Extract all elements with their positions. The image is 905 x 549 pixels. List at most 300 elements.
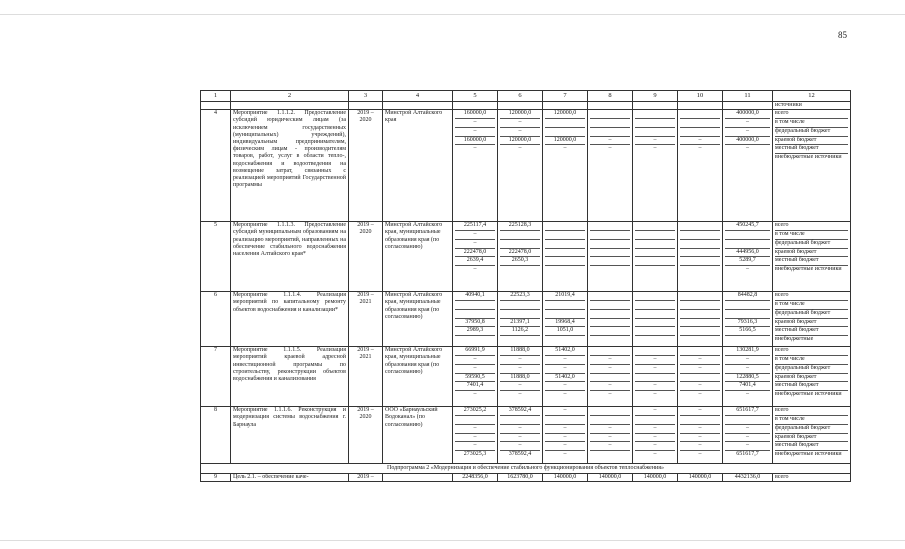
row-number: 5	[201, 222, 231, 292]
amount-value: 66991,9	[455, 347, 495, 356]
amount-value: 222478,0	[500, 249, 540, 258]
amount-value	[725, 240, 770, 249]
amount-cell-c7	[543, 347, 588, 407]
amount-cell-c9	[633, 110, 678, 222]
table-row	[201, 110, 851, 222]
amount-value	[590, 336, 630, 344]
source-label: местный бюджет	[775, 382, 848, 391]
amount-value	[590, 327, 630, 336]
source-label: всего	[775, 347, 848, 356]
amount-value: –	[473, 266, 477, 273]
amount-value: –	[725, 434, 770, 443]
source-label: в том числе	[775, 119, 848, 128]
amount-value: 160000,0	[455, 110, 495, 119]
amount-cell-c12	[773, 222, 851, 292]
amount-value: –	[500, 442, 540, 451]
table-row	[201, 222, 851, 292]
amount-value	[500, 231, 540, 240]
amount-value: 444956,0	[725, 249, 770, 258]
source-label: местный бюджет	[775, 442, 848, 451]
amount-value: –	[635, 365, 675, 374]
amount-value: –	[563, 145, 567, 152]
years: 2019 –	[349, 474, 383, 482]
amount-value: –	[746, 145, 749, 152]
amount-value: –	[455, 356, 495, 365]
column-header: 5	[453, 91, 498, 102]
amount-value: 378592,4	[500, 407, 540, 416]
amount-value	[635, 310, 675, 319]
amount-value: –	[590, 137, 630, 146]
executor: ООО «Барнаульский Водоканал» (по согласованию)	[383, 407, 453, 464]
empty-cell	[723, 102, 773, 110]
amount-value	[680, 319, 720, 328]
executor: Минстрой Алтайского края, муниципальные образования края (по согласованию)	[383, 347, 453, 407]
source-label: местный бюджет	[775, 257, 848, 266]
amount-cell-c8	[588, 110, 633, 222]
amount-value	[725, 336, 770, 344]
amount-value: –	[635, 137, 675, 146]
amount-value	[635, 347, 675, 356]
amount-value	[680, 301, 720, 310]
amount-value: –	[563, 391, 567, 398]
amount-value	[635, 222, 675, 231]
amount-value: 2989,3	[455, 327, 495, 336]
amount-value: 651617,7	[725, 407, 770, 416]
executor: Минстрой Алтайского края	[383, 110, 453, 222]
amount-value: –	[680, 434, 720, 443]
executor	[383, 474, 453, 482]
amount-value	[590, 231, 630, 240]
source-label: в том числе	[775, 416, 848, 425]
amount-cell-c7	[543, 292, 588, 347]
amount-value: –	[725, 119, 770, 128]
amount-cell-c9	[633, 222, 678, 292]
amount-value: 140000,0	[588, 474, 633, 482]
source-label: федеральный бюджет	[775, 310, 848, 319]
amount-value: –	[590, 434, 630, 443]
amount-value	[500, 266, 540, 274]
executor: Минстрой Алтайского края, муниципальные образования края (по согласованию)	[383, 222, 453, 292]
years: 2019 – 2020	[349, 110, 383, 222]
amount-value	[635, 416, 675, 425]
amount-value: 273025,3	[463, 451, 487, 458]
amount-value: –	[746, 266, 749, 273]
amount-value: –	[545, 434, 585, 443]
row-number: 8	[201, 407, 231, 464]
amount-cell-c12	[773, 407, 851, 464]
amount-value	[635, 374, 675, 383]
amount-value: 7401,4	[725, 382, 770, 391]
amount-value	[590, 240, 630, 249]
amount-value	[545, 222, 585, 231]
amount-value: –	[500, 425, 540, 434]
amount-value: 5166,5	[725, 327, 770, 336]
source-label: в том числе	[775, 301, 848, 310]
amount-value: –	[698, 391, 702, 398]
amount-cell-c9	[633, 407, 678, 464]
amount-value	[680, 336, 720, 344]
amount-value	[725, 301, 770, 310]
subprogram-title: Подпрограмма 2 «Модернизация и обеспечение стабильного функционирования объектов теплоснабжения»	[201, 464, 851, 474]
amount-cell-c6	[498, 347, 543, 407]
page-number: 85	[838, 30, 847, 40]
amount-value: –	[455, 231, 495, 240]
amount-value: –	[500, 128, 540, 137]
amount-value: 11888,0	[500, 374, 540, 383]
amount-value	[725, 231, 770, 240]
amount-value: 400000,0	[725, 137, 770, 146]
amount-value	[635, 128, 675, 137]
amount-cell-c12	[773, 110, 851, 222]
amount-value	[590, 257, 630, 266]
amount-value: 40940,1	[455, 292, 495, 301]
amount-value	[590, 416, 630, 425]
amount-value	[590, 310, 630, 319]
amount-value: 84482,8	[725, 292, 770, 301]
amount-value: –	[455, 365, 495, 374]
amount-cell-c9	[633, 347, 678, 407]
amount-cell-c7	[543, 407, 588, 464]
amount-cell-c8	[588, 407, 633, 464]
amount-value	[590, 319, 630, 328]
amount-cell-c5	[453, 347, 498, 407]
amount-value: –	[473, 145, 477, 152]
amount-value	[680, 374, 720, 383]
amount-cell-c8	[588, 222, 633, 292]
amount-value: –	[590, 442, 630, 451]
measure-name: Мероприятие 1.1.1.4. Реализация мероприятий по капитальному ремонту объектов водоснабжения и канализации*	[231, 292, 349, 347]
amount-value	[590, 222, 630, 231]
amount-value: 140000,0	[678, 474, 723, 482]
amount-value: –	[473, 391, 477, 398]
amount-value: –	[455, 119, 495, 128]
amount-value	[635, 319, 675, 328]
amount-value: –	[455, 128, 495, 137]
column-header: 2	[231, 91, 349, 102]
source-label: федеральный бюджет	[775, 240, 848, 249]
amount-value: –	[545, 365, 585, 374]
amount-cell-c11	[723, 407, 773, 464]
amount-value	[500, 336, 540, 344]
amount-value: –	[635, 434, 675, 443]
empty-cell	[201, 102, 231, 110]
measure-name: Мероприятие 1.1.1.3. Предоставление субсидий муниципальным образованиям на реализацию мероприятий, направленных на обеспечение стабильного водоснабжения населения Алтайского края*	[231, 222, 349, 292]
amount-value: 51402,0	[545, 374, 585, 383]
empty-cell	[231, 102, 349, 110]
empty-cell	[383, 102, 453, 110]
amount-value: 122880,5	[725, 374, 770, 383]
amount-value	[590, 110, 630, 119]
amount-value: –	[680, 382, 720, 391]
amount-value: –	[608, 391, 612, 398]
amount-value: 22523,3	[500, 292, 540, 301]
empty-cell	[453, 102, 498, 110]
amount-value: 120000,0	[500, 110, 540, 119]
table-row	[201, 407, 851, 464]
amount-value: 273025,2	[455, 407, 495, 416]
amount-value	[680, 231, 720, 240]
source-label: в том числе	[775, 231, 848, 240]
amount-cell-c11	[723, 110, 773, 222]
source-label: федеральный бюджет	[775, 128, 848, 137]
amount-value	[680, 119, 720, 128]
amount-value: –	[500, 119, 540, 128]
amount-value	[500, 310, 540, 319]
amount-value: –	[725, 425, 770, 434]
amount-value: 2650,3	[500, 257, 540, 266]
amount-value: 2248356,0	[453, 474, 498, 482]
amount-cell-c12	[773, 292, 851, 347]
amount-value: –	[455, 240, 495, 249]
amount-value: 5289,7	[725, 257, 770, 266]
empty-cell	[588, 102, 633, 110]
amount-value	[500, 240, 540, 249]
amount-value: 11888,0	[500, 347, 540, 356]
row-number: 6	[201, 292, 231, 347]
amount-value: –	[545, 407, 585, 416]
amount-value: –	[500, 434, 540, 443]
amount-value: –	[518, 145, 522, 152]
amount-cell-c10	[678, 407, 723, 464]
amount-value: –	[500, 382, 540, 391]
source-label: краевой бюджет	[775, 434, 848, 443]
subprogram-row	[201, 464, 851, 474]
source-label: краевой бюджет	[775, 137, 848, 146]
amount-cell-c6	[498, 292, 543, 347]
amount-value	[680, 222, 720, 231]
column-header: 8	[588, 91, 633, 102]
amount-value: –	[590, 382, 630, 391]
amount-value	[455, 310, 495, 319]
amount-value	[635, 240, 675, 249]
source-label: краевой бюджет	[775, 374, 848, 383]
source-label: местный бюджет	[775, 327, 848, 336]
amount-value	[545, 301, 585, 310]
amount-value: –	[635, 425, 675, 434]
amount-value	[590, 451, 630, 459]
amount-value: –	[680, 425, 720, 434]
amount-value: 19968,4	[545, 319, 585, 328]
amount-value	[545, 128, 585, 137]
amount-value: 2639,4	[455, 257, 495, 266]
column-header: 12	[773, 91, 851, 102]
amount-value: 21397,1	[500, 319, 540, 328]
source-label: всего	[773, 474, 851, 482]
amount-value: –	[680, 356, 720, 365]
budget-table	[200, 90, 851, 482]
amount-value	[635, 301, 675, 310]
column-header: 1	[201, 91, 231, 102]
amount-cell-c10	[678, 110, 723, 222]
amount-value: 1051,0	[545, 327, 585, 336]
amount-cell-c12	[773, 347, 851, 407]
amount-value: 160000,0	[455, 137, 495, 146]
amount-cell-c11	[723, 347, 773, 407]
column-header: 6	[498, 91, 543, 102]
column-header: 9	[633, 91, 678, 102]
source-label: в том числе	[775, 356, 848, 365]
amount-value: –	[635, 382, 675, 391]
source-label: внебюджетные источники	[775, 154, 842, 161]
continuation-row	[201, 102, 851, 110]
amount-value: –	[653, 391, 657, 398]
amount-value	[545, 336, 585, 344]
amount-value: 1126,2	[500, 327, 540, 336]
amount-value	[590, 249, 630, 258]
amount-value	[545, 240, 585, 249]
source-label: всего	[775, 407, 848, 416]
amount-value: –	[680, 407, 720, 416]
amount-value: 21019,4	[545, 292, 585, 301]
amount-value	[455, 301, 495, 310]
amount-value	[545, 231, 585, 240]
amount-value	[590, 301, 630, 310]
amount-cell-c6	[498, 407, 543, 464]
empty-cell	[633, 102, 678, 110]
measure-name: Цель 2.1. – обеспечение каче-	[231, 474, 349, 482]
amount-value: –	[746, 391, 749, 398]
amount-value: 7401,4	[455, 382, 495, 391]
amount-value	[635, 249, 675, 258]
amount-value: –	[545, 382, 585, 391]
amount-value: –	[545, 442, 585, 451]
source-label: краевой бюджет	[775, 249, 848, 258]
amount-value	[590, 407, 630, 416]
amount-value: 400000,0	[725, 110, 770, 119]
amount-cell-c5	[453, 222, 498, 292]
amount-cell-c11	[723, 292, 773, 347]
amount-value: –	[725, 365, 770, 374]
amount-value: –	[725, 356, 770, 365]
source-label: внебюджетные источники	[775, 451, 842, 458]
amount-cell-c8	[588, 292, 633, 347]
amount-value	[635, 336, 675, 344]
amount-value	[680, 416, 720, 425]
amount-value	[680, 327, 720, 336]
amount-cell-c7	[543, 110, 588, 222]
column-header: 11	[723, 91, 773, 102]
amount-value	[635, 327, 675, 336]
amount-value	[680, 128, 720, 137]
amount-cell-c9	[633, 292, 678, 347]
measure-name: Мероприятие 1.1.1.5. Реализация мероприятий краевой адресной инвестиционной программы по строительству, реконструкции объектов водоснабжения и канализования	[231, 347, 349, 407]
amount-cell-c5	[453, 292, 498, 347]
amount-value: –	[653, 145, 657, 152]
row-number: 4	[201, 110, 231, 222]
column-header: 10	[678, 91, 723, 102]
amount-value	[500, 416, 540, 425]
amount-cell-c10	[678, 292, 723, 347]
amount-value	[680, 310, 720, 319]
years: 2019 – 2021	[349, 292, 383, 347]
amount-value	[455, 336, 495, 344]
amount-value: 450245,7	[725, 222, 770, 231]
amount-value: 140000,0	[543, 474, 588, 482]
amount-value: 140000,0	[633, 474, 678, 482]
source-cell: источники	[773, 102, 851, 110]
amount-cell-c11	[723, 222, 773, 292]
table-row	[201, 474, 851, 482]
amount-value	[545, 249, 585, 258]
amount-value	[590, 292, 630, 301]
amount-value	[635, 292, 675, 301]
measure-name: Мероприятие 1.1.1.6. Реконструкция и модернизация системы водоснабжения г. Барнаула	[231, 407, 349, 464]
amount-value: –	[635, 356, 675, 365]
source-label: всего	[775, 292, 848, 301]
amount-value: 225128,3	[500, 222, 540, 231]
amount-cell-c6	[498, 110, 543, 222]
amount-value: 59590,5	[455, 374, 495, 383]
amount-value: –	[563, 451, 567, 458]
amount-value: –	[635, 442, 675, 451]
empty-cell	[678, 102, 723, 110]
amount-cell-c5	[453, 407, 498, 464]
amount-cell-c10	[678, 347, 723, 407]
amount-value	[590, 266, 630, 274]
amount-value	[635, 266, 675, 274]
header-row	[201, 91, 851, 102]
source-label: внебюджетные источники	[775, 266, 842, 273]
years: 2019 – 2021	[349, 347, 383, 407]
table-row	[201, 292, 851, 347]
amount-value: –	[545, 425, 585, 434]
amount-value: –	[455, 442, 495, 451]
amount-value	[680, 266, 720, 274]
amount-value: 1623780,0	[498, 474, 543, 482]
row-number: 9	[201, 474, 231, 482]
amount-value	[635, 119, 675, 128]
amount-value	[545, 257, 585, 266]
source-label: внебюджетные источники	[775, 391, 842, 398]
amount-value	[545, 310, 585, 319]
amount-value	[545, 119, 585, 128]
source-label: внебюджетные	[775, 336, 814, 343]
column-header: 4	[383, 91, 453, 102]
amount-value: 120000,0	[545, 110, 585, 119]
amount-value: 378592,4	[508, 451, 532, 458]
source-label: федеральный бюджет	[775, 425, 848, 434]
amount-value: 225117,4	[455, 222, 495, 231]
amount-value: –	[455, 434, 495, 443]
years: 2019 – 2020	[349, 407, 383, 464]
amount-value	[635, 257, 675, 266]
amount-value: –	[590, 425, 630, 434]
amount-value	[590, 347, 630, 356]
amount-value: –	[455, 425, 495, 434]
amount-value: –	[590, 356, 630, 365]
amount-value: 37950,8	[455, 319, 495, 328]
amount-value	[545, 416, 585, 425]
amount-value: –	[725, 442, 770, 451]
amount-value: 120000,0	[545, 137, 585, 146]
amount-value: –	[680, 137, 720, 146]
amount-value	[680, 249, 720, 258]
table-row	[201, 347, 851, 407]
amount-value: –	[590, 365, 630, 374]
amount-cell-c5	[453, 110, 498, 222]
amount-value: –	[698, 145, 702, 152]
amount-value: –	[545, 356, 585, 365]
amount-value: 4432136,0	[723, 474, 773, 482]
amount-cell-c7	[543, 222, 588, 292]
empty-cell	[543, 102, 588, 110]
amount-value: –	[725, 128, 770, 137]
amount-value	[590, 119, 630, 128]
amount-cell-c6	[498, 222, 543, 292]
amount-value: 79316,3	[725, 319, 770, 328]
amount-value	[500, 301, 540, 310]
measure-name: Мероприятие 1.1.1.2. Предоставление субсидий юридическим лицам (за исключением государственных (муниципальных) учреждений), индивидуальным предпринимателям, физическим лицам - производителям товаров, работ, услуг в области тепло-, водоснабжения и водоотведения на возмещение затрат, связанных с реализацией мероприятий Государственной программы	[231, 110, 349, 222]
